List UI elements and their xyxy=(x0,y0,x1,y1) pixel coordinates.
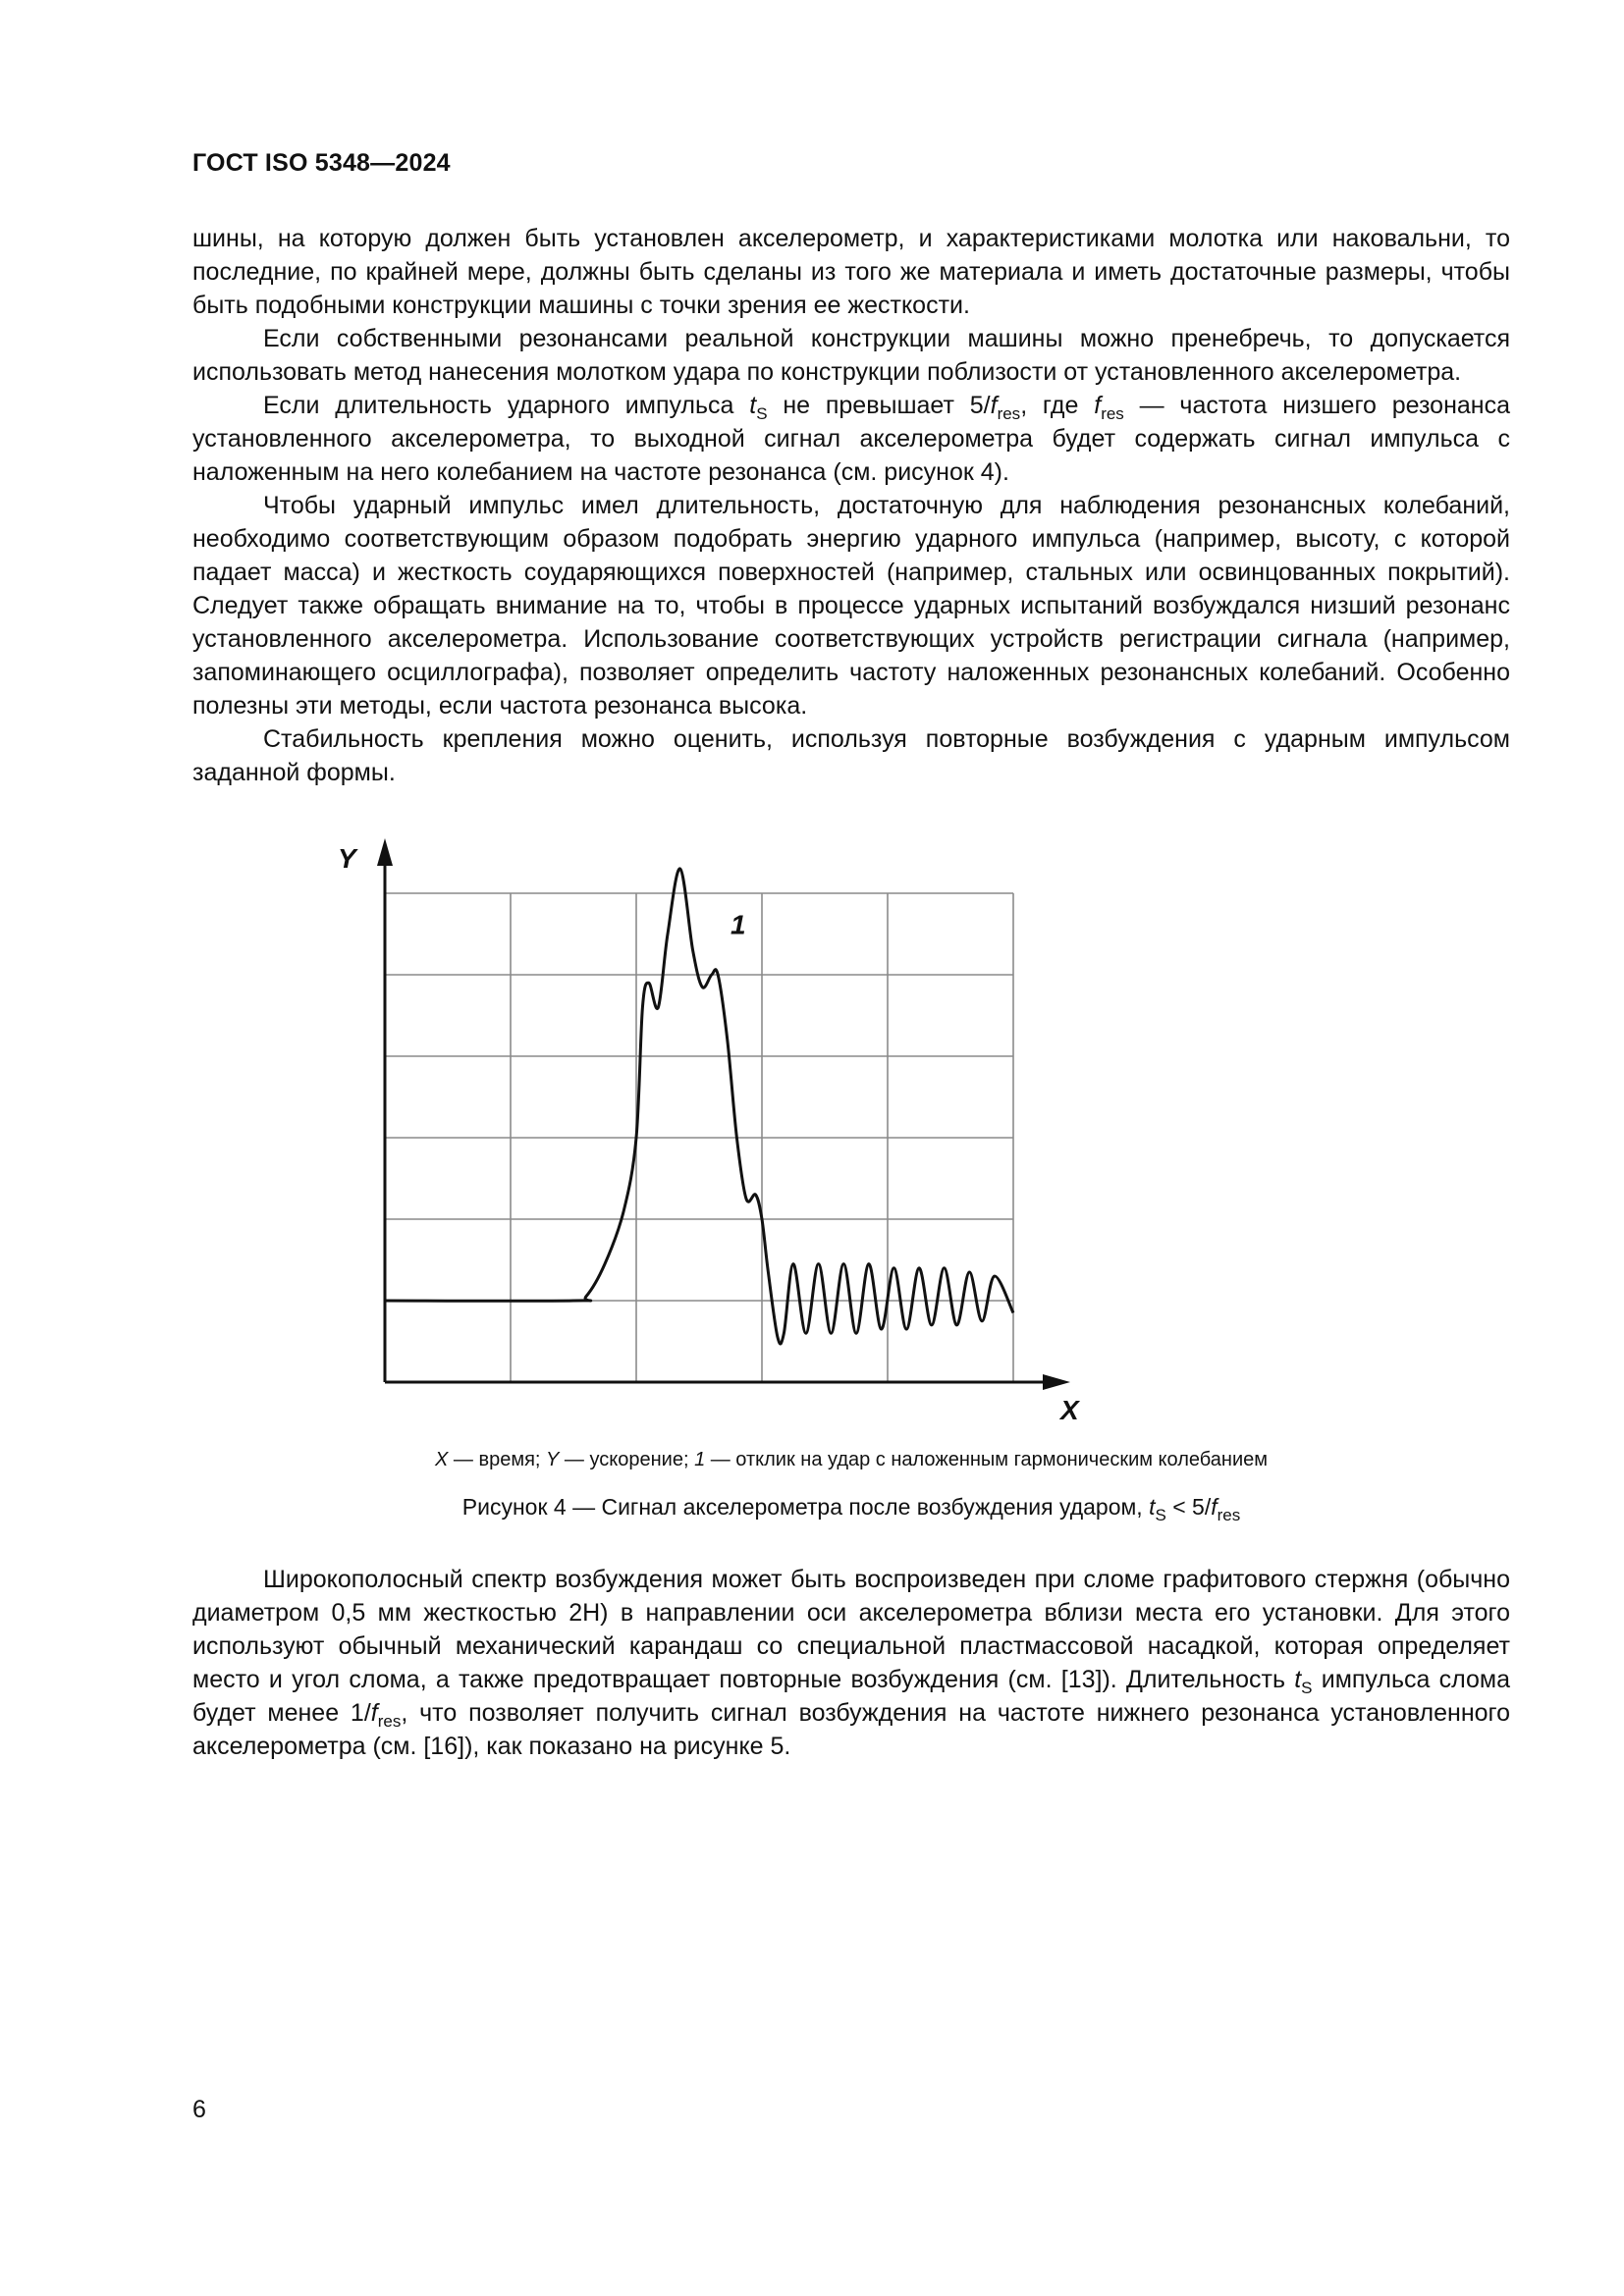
math-subscript: S xyxy=(756,404,768,423)
curve-annotation: 1 xyxy=(731,909,746,940)
math-subscript: res xyxy=(1101,404,1124,423)
x-axis-label: X xyxy=(1060,1395,1079,1425)
paragraph: Широкополосный спектр возбуждения может быть воспроизведен при сломе графитового стержня (обычно диаметром 0,5 мм жесткостью 2Н) в направлении оси акселерометра вблизи места его установки. Для этого используют обычный механический карандаш со специальной пластмассовой насадкой, которая определяет место и угол слома, а также предотвращает повторные возбуждения (см. [13]). Длительность $t_S$ импульса слома будет менее $1/f_{res}$, что позволяет получить сигнал возбуждения на частоте нижнего резонанса установленного акселерометра (см. [16]), как показано на рисунке 5. xyxy=(192,1566,1511,1760)
math-subscript: res xyxy=(997,404,1021,423)
math-subscript: res xyxy=(1217,1506,1241,1524)
series-line-1 xyxy=(385,869,1013,1344)
math-symbol: f xyxy=(1094,392,1102,419)
paragraph: Стабильность крепления можно оценить, используя повторные возбуждения с ударным импульсом заданной формы. xyxy=(192,725,1510,786)
math-symbol: f xyxy=(990,392,998,419)
paragraph: Если длительность ударного импульса $t_S$ не превышает $5/f_{res}$, где $f_{res}$ — частота низшего резонанса установленного акселерометра, то выходной сигнал акселерометра будет содержать сигнал импульса с наложенным на него колебанием на частоте резонанса (см. рисунок 4). xyxy=(192,392,1510,486)
math-subscript: S xyxy=(1301,1679,1313,1697)
math-symbol: 1 xyxy=(694,1449,706,1470)
body-text-top xyxy=(192,222,1510,789)
math-symbol: t xyxy=(1149,1494,1156,1520)
paragraph: Если собственными резонансами реальной конструкции машины можно пренебречь, то допускается использовать метод нанесения молотком удара по конструкции поблизости от установленного акселерометра. xyxy=(192,325,1510,386)
math-subscript: res xyxy=(377,1712,402,1731)
figure-4 xyxy=(338,834,1365,1443)
paragraph: шины, на которую должен быть установлен акселерометр, и характеристиками молотка или наковальни, то последние, по крайней мере, должны быть сделаны из того же материала и иметь достаточные размеры, чтобы быть подобными конструкции машины с точки зрения ее жесткости. xyxy=(192,225,1510,319)
math-symbol: t xyxy=(1294,1666,1302,1693)
math-symbol: f xyxy=(370,1699,378,1727)
accelerometer-signal-chart xyxy=(338,834,1365,1443)
math-symbol: X xyxy=(435,1449,449,1470)
math-symbol: f xyxy=(1211,1494,1218,1520)
body-text-bottom xyxy=(192,1563,1510,1763)
paragraph: Чтобы ударный импульс имел длительность, достаточную для наблюдения резонансных колебаний, необходимо соответствующим образом подобрать энергию ударного импульса (например, высоту, с которой падает масса) и жесткость соударяющихся поверхностей (например, стальных или освинцованных покрытий). Следует также обращать внимание на то, чтобы в процессе ударных испытаний возбуждался низший резонанс установленного акселерометра. Использование соответствующих устройств регистрации сигнала (например, запоминающего осциллографа), позволяет определить частоту наложенных резонансных колебаний. Особенно полезны эти методы, если частота резонанса высока. xyxy=(192,492,1510,720)
y-axis-arrow xyxy=(377,838,393,866)
figure-caption: Рисунок 4 — Сигнал акселерометра после возбуждения ударом, $t_S < 5/f_{res}$ xyxy=(461,1494,1241,1524)
math-symbol: Y xyxy=(546,1449,560,1470)
document-header: ГОСТ ISO 5348—2024 xyxy=(192,149,451,177)
y-axis-label: Y xyxy=(338,843,356,874)
page-number: 6 xyxy=(192,2096,206,2123)
math-symbol: t xyxy=(749,392,757,419)
math-subscript: S xyxy=(1155,1506,1166,1524)
figure-legend: X — время; Y — ускорение; 1 — отклик на удар с наложенным гармоническим колебанием xyxy=(435,1449,1268,1470)
x-axis-arrow xyxy=(1043,1374,1070,1390)
